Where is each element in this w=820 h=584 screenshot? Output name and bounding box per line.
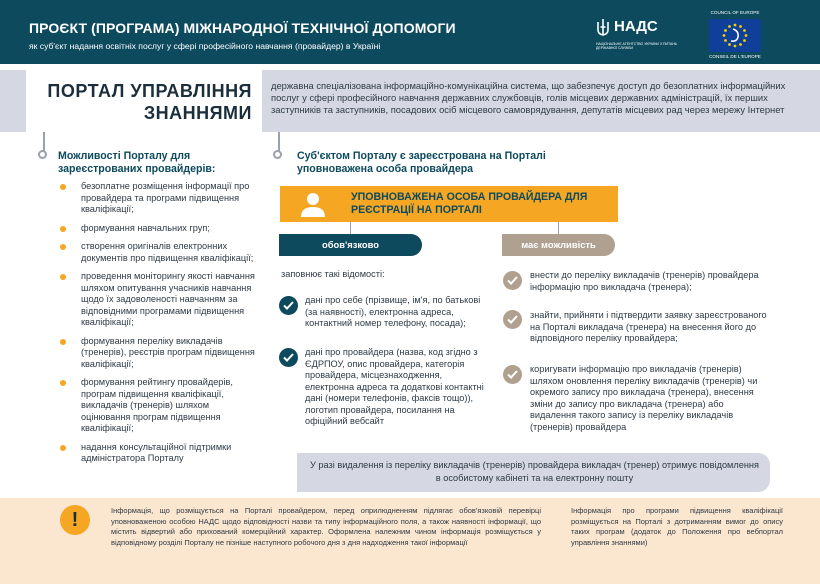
mandatory-label: обов'язково [279,234,422,256]
nads-logo-name: НАДС [614,18,658,35]
coe-logo-top-text: COUNCIL OF EUROPE [710,10,760,15]
trident-icon [596,18,610,38]
mandatory-item-personal-data: дані про себе (прізвище, ім'я, по батькові (за наявності), електронна адреса, контактний номер телефону, посада); [305,295,481,328]
left-connector-dot [38,150,47,159]
person-icon [292,188,334,220]
coe-logo-bottom-text: CONSEIL DE L'EUROPE [709,54,761,59]
mandatory-connector [350,222,351,234]
list-item: створення оригіналів електронних документів про підвищення кваліфікації; [60,241,260,264]
optional-item-approve-request: знайти, прийняти і підтвердити заявку зареєстрованого на Порталі викладача (тренера) на внесення його до відповідного переліку провайдера; [530,310,767,343]
list-item: формування навчальних груп; [60,223,260,235]
bullet-dot-icon [60,339,66,345]
right-connector-line [278,132,280,152]
list-item: формування переліку викладачів (тренерів), реєстрів програм підвищення кваліфікації; [60,336,260,371]
list-item: формування рейтингу провайдерів, програм підвищення кваліфікації, викладачів (тренерів) шляхом оцінювання програм підвищення кваліфікації; [60,377,260,435]
authorized-person-title: УПОВНОВАЖЕНА ОСОБА ПРОВАЙДЕРА ДЛЯ РЕЄСТРАЦІЇ НА ПОРТАЛІ [351,191,588,216]
optional-label: має можливість [502,234,615,256]
portal-description: державна спеціалізована інформаційно-комунікаційна система, що забезпечує доступ до безоплатних інформаційних послуг у сфері професійного навчання державних службовців, голів місцевих державних адміністрацій, їх перших заступників та заступників, посадових осіб місцевого самоврядування, депутатів місцевих рад через мережу Інтернет [271,80,786,116]
bullet-dot-icon [60,244,66,250]
list-item: надання консультаційної підтримки адміністратора Порталу [60,442,260,465]
footer-programs-text: Інформація про програми підвищення кваліфікації розміщується на Порталі з дотриманням вимог до опису таких програм (додаток до Положення про вебпортал управління знаннями) [571,506,783,547]
checkmark-icon [503,365,522,384]
portal-title-line1: ПОРТАЛ УПРАВЛІННЯ [47,81,252,101]
footer-verification-text: Інформація, що розміщується на Порталі провайдером, перед оприлюдненням підлягає обов'язковій перевірці уповноваженою особою НАДС щодо відповідності назви та типу інформаційного поля, а також наявності інформації, що містить відвертий або прихований комерційний характер. Оформлена належним чином інформація розміщується у відповідному розділі Порталу не пізніше наступного робочого дня з дня надходження такої інформації [111,506,541,547]
list-item: проведення моніторингу якості навчання шляхом опитування учасників навчання щодо їх задоволеності навчанням за відповідними програмами підвищення кваліфікації; [60,271,260,329]
nads-logo-caption: НАЦІОНАЛЬНЕ АГЕНТСТВО УКРАЇНИ З ПИТАНЬ ДЕРЖАВНОЇ СЛУЖБИ [596,42,678,51]
features-list [60,181,260,472]
council-of-europe-logo [700,10,770,60]
mandatory-item-provider-data: дані про провайдера (назва, код згідно з ЄДРПОУ, опис провайдера, категорія провайдера, місцезнаходження, електронна адреса та додаткові контактні дані (номери телефонів, факсів тощо)), логотип провайдера, посилання на офіційний вебсайт [305,347,484,426]
removal-note-text: У разі видалення із переліку викладачів (тренерів) провайдера викладач (тренер) отримує повідомлення в особистому кабінеті та на електронну пошту [310,460,759,483]
bullet-dot-icon [60,380,66,386]
portal-subject-heading: Суб'єктом Порталу є зареєстрована на Порталі уповноважена особа провайдера [297,150,546,175]
nads-logo [596,18,676,52]
checkmark-icon [279,296,298,315]
left-connector-line [43,132,45,152]
portal-title [34,80,252,124]
list-item: безоплатне розміщення інформації про провайдера та програми підвищення кваліфікації; [60,181,260,216]
checkmark-icon [503,310,522,329]
project-subtitle: як суб'єкт надання освітніх послуг у сфері професійного навчання (провайдер) в Україні [29,41,381,51]
project-title: ПРОЄКТ (ПРОГРАМА) МІЖНАРОДНОЇ ТЕХНІЧНОЇ ДОПОМОГИ [29,20,456,36]
features-heading: Можливості Порталу для зареєстрованих провайдерів: [58,150,216,175]
portal-title-line2: ЗНАННЯМИ [143,103,252,123]
bullet-dot-icon [60,184,66,190]
warning-icon: ! [60,505,90,535]
optional-connector [558,222,559,234]
eu-stars-icon [709,19,761,52]
right-connector-dot [273,150,282,159]
fill-in-lead: заповнює такі відомості: [281,269,385,279]
bullet-dot-icon [60,274,66,280]
bullet-dot-icon [60,445,66,451]
optional-item-edit-trainers: коригувати інформацію про викладачів (тренерів) шляхом оновлення переліку викладачів (тренерів) чи окремого запису про викладача (тренера), внесення зміни до запису про викладача (тренера) або видалення такого запису із переліку викладачів (тренерів) провайдера [530,364,758,432]
bullet-dot-icon [60,226,66,232]
checkmark-icon [279,348,298,367]
checkmark-icon [503,271,522,290]
optional-item-add-trainer: внести до переліку викладачів (тренерів) провайдера інформацію про викладача (тренера); [530,270,759,292]
